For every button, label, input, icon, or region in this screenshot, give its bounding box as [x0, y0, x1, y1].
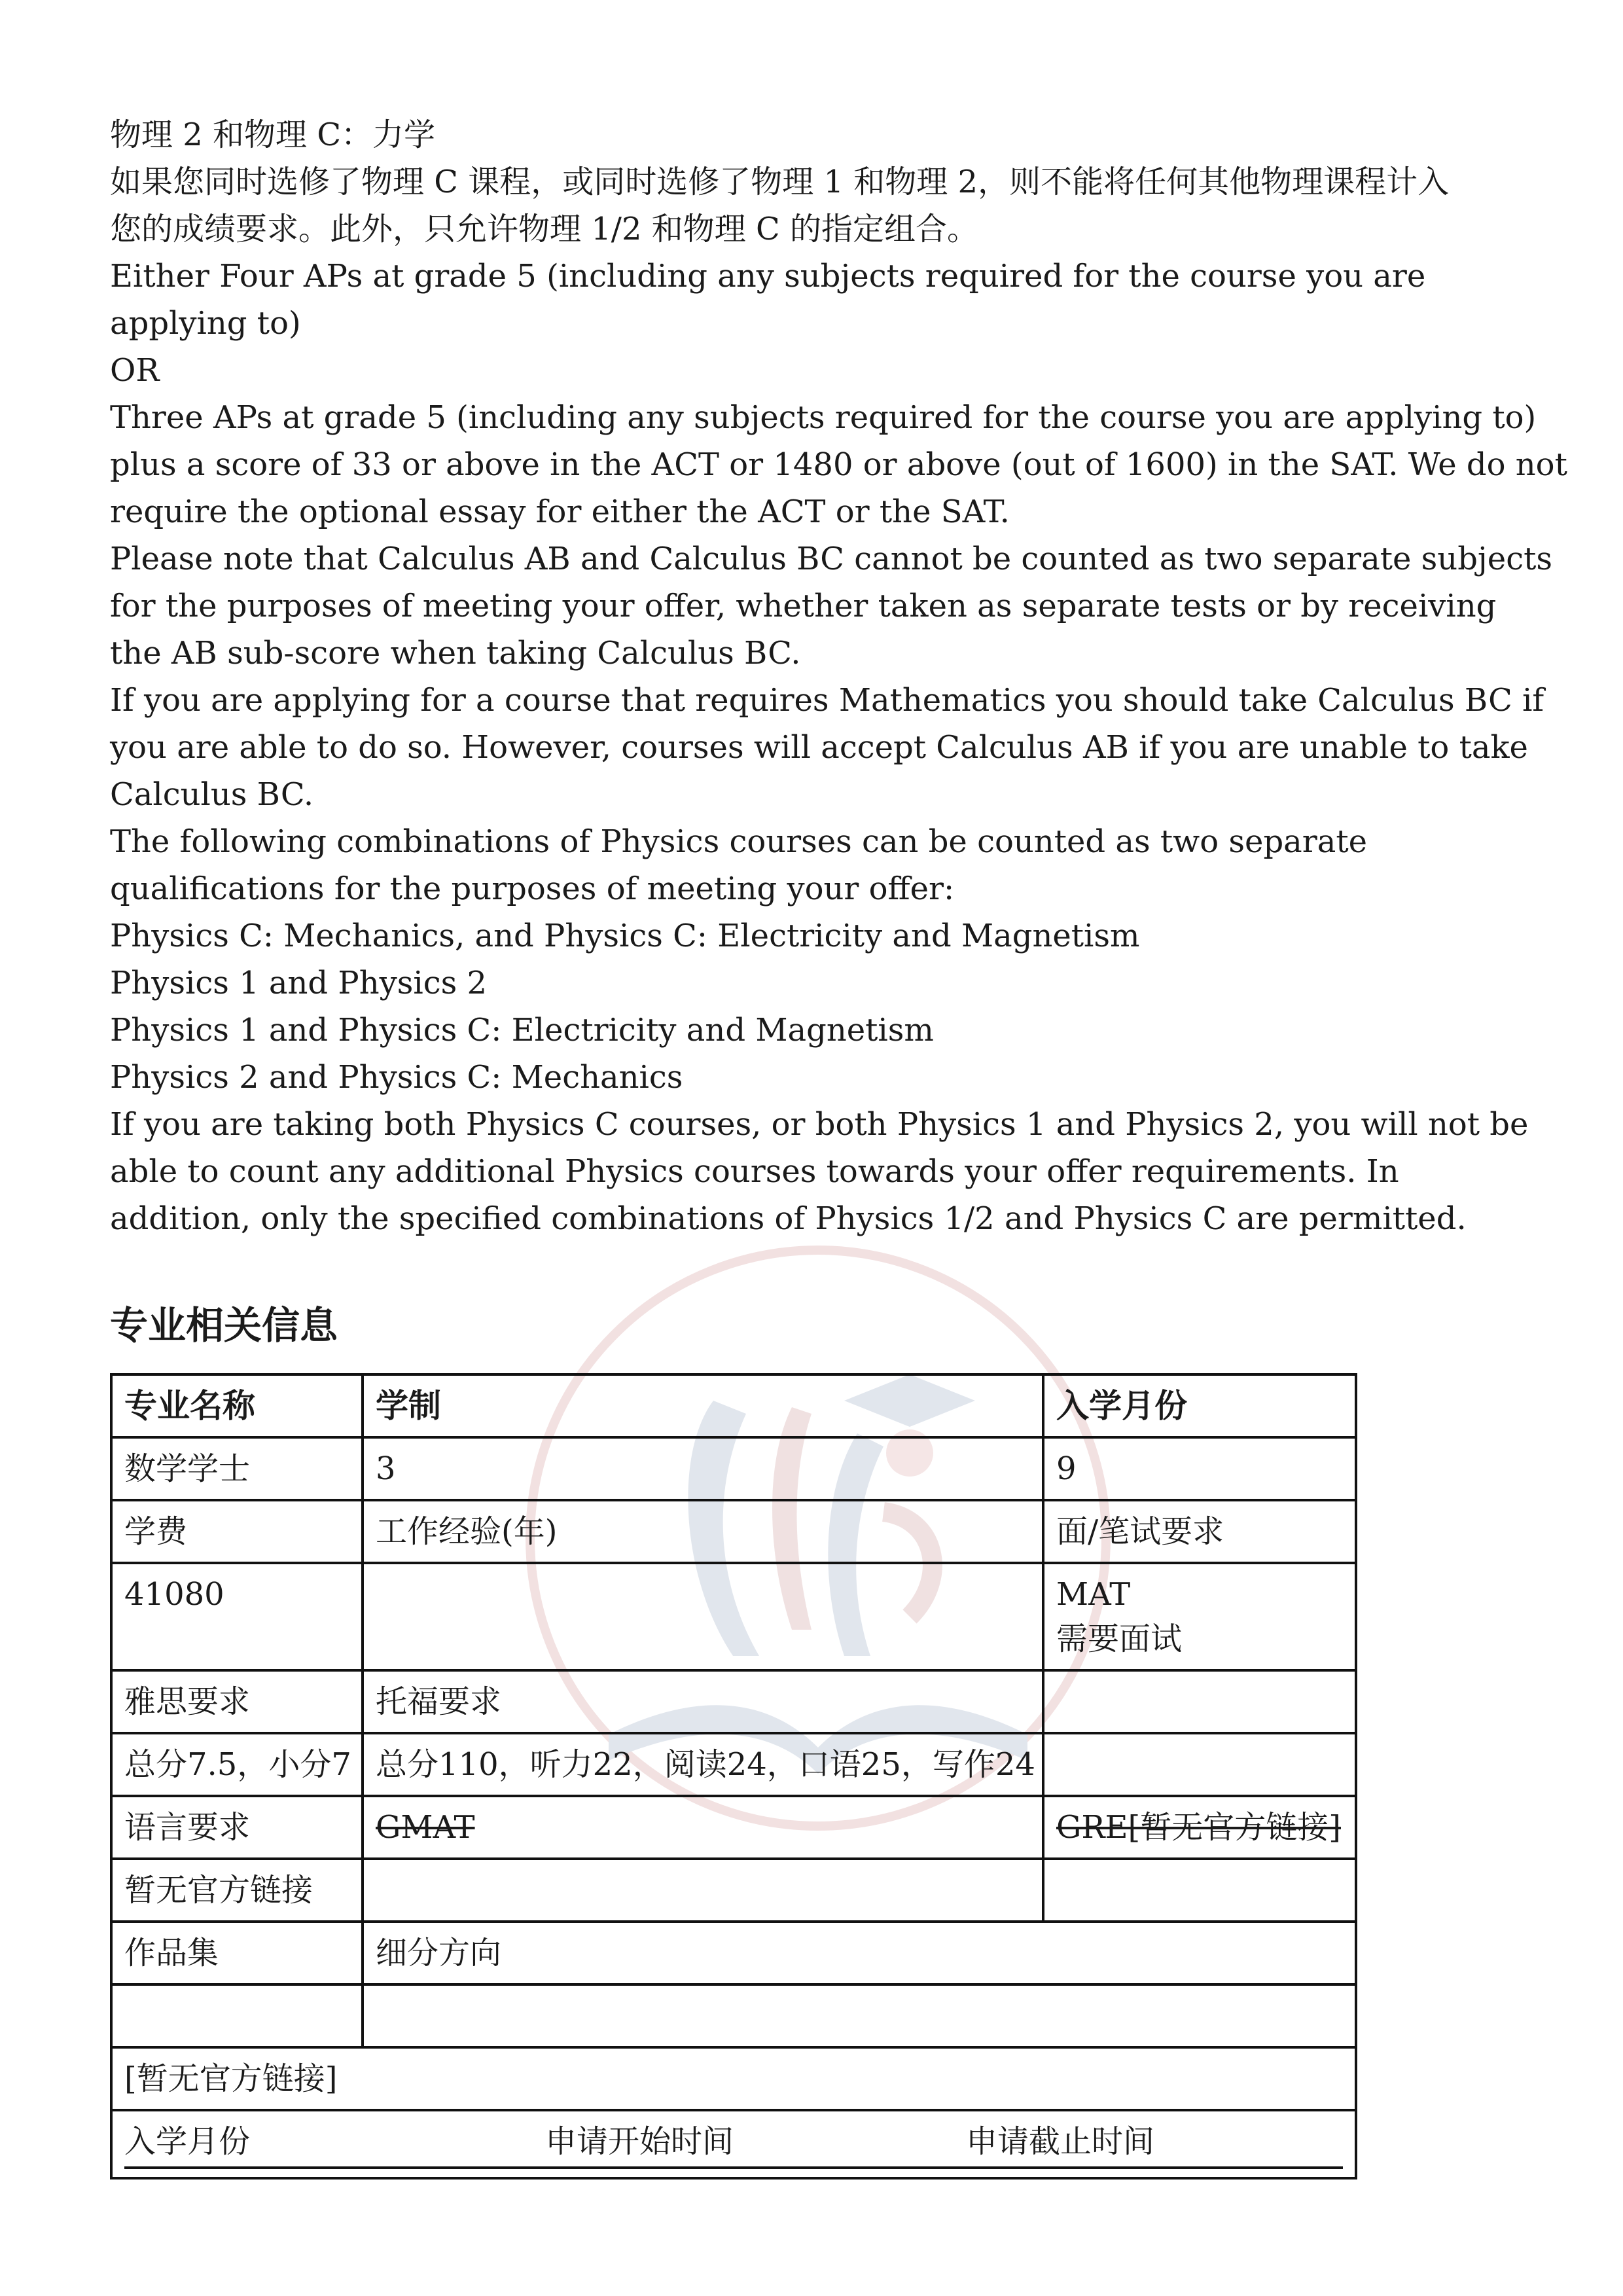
- program-duration: 3: [363, 1437, 1043, 1500]
- portfolio-value: [111, 1984, 363, 2047]
- official-link-note: [暂无官方链接]: [111, 2047, 1356, 2110]
- table-row: [111, 1984, 1356, 2047]
- text-line: able to count any additional Physics courses towards your offer requirements. In: [110, 1153, 1399, 1190]
- label-intake-month: 入学月份: [124, 2123, 251, 2160]
- text-line: Physics C: Mechanics, and Physics C: Electricity and Magnetism: [110, 918, 1140, 954]
- label-application-deadline: 申请截止时间: [966, 2123, 1155, 2160]
- table-row: [111, 1500, 1356, 1563]
- text-line: Either Four APs at grade 5 (including any subjects required for the course you are: [110, 258, 1426, 295]
- text-line: The following combinations of Physics courses can be counted as two separate: [110, 823, 1368, 860]
- interview-requirement-value: [1043, 1563, 1356, 1670]
- label-toefl: 托福要求: [363, 1670, 1043, 1733]
- header-intake-month: 入学月份: [1043, 1374, 1356, 1437]
- text-line: plus a score of 33 or above in the ACT or 1480 or above (out of 1600) in the SAT. We do not: [110, 446, 1567, 483]
- table-row: [111, 1437, 1356, 1500]
- section-heading: 专业相关信息: [110, 1303, 338, 1348]
- empty-cell: [1043, 1670, 1356, 1733]
- label-application-start: 申请开始时间: [545, 2123, 734, 2160]
- label-language-requirement: 语言要求: [111, 1796, 363, 1859]
- text-line: 物理 2 和物理 C：力学: [110, 117, 436, 153]
- text-line: OR: [110, 352, 160, 389]
- header-program-name: 专业名称: [111, 1374, 363, 1437]
- label-gre: GRE[暂无官方链接]: [1043, 1796, 1356, 1859]
- interview-note: 需要面试: [1056, 1621, 1183, 1657]
- label-tuition: 学费: [111, 1500, 363, 1563]
- gre-value: [1043, 1859, 1356, 1922]
- label-work-experience: 工作经验(年): [363, 1500, 1043, 1563]
- ielts-value: 总分7.5，小分7: [111, 1733, 363, 1796]
- text-line: 如果您同时选修了物理 C 课程，或同时选修了物理 1 和物理 2，则不能将任何其他物理课程计入: [110, 164, 1450, 200]
- text-line: Physics 2 and Physics C: Mechanics: [110, 1059, 683, 1096]
- text-line: If you are taking both Physics C courses, or both Physics 1 and Physics 2, you will not be: [110, 1106, 1529, 1143]
- header-duration: 学制: [363, 1374, 1043, 1437]
- interview-test: MAT: [1056, 1576, 1131, 1613]
- text-line: If you are applying for a course that requires Mathematics you should take Calculus BC if: [110, 682, 1544, 719]
- text-line: Physics 1 and Physics C: Electricity and Magnetism: [110, 1012, 934, 1049]
- text-line: addition, only the specified combinations of Physics 1/2 and Physics C are permitted.: [110, 1200, 1467, 1237]
- gmat-value: [363, 1859, 1043, 1922]
- language-requirement-value: 暂无官方链接: [111, 1859, 363, 1922]
- text-line: you are able to do so. However, courses will accept Calculus AB if you are unable to take: [110, 729, 1528, 766]
- requirements-text: [110, 111, 1567, 1242]
- label-gmat: GMAT: [363, 1796, 1043, 1859]
- table-row: [111, 1859, 1356, 1922]
- program-name: 数学学士: [111, 1437, 363, 1500]
- label-interview-requirement: 面/笔试要求: [1043, 1500, 1356, 1563]
- label-specialization: 细分方向: [363, 1922, 1356, 1984]
- table-row: [111, 2047, 1356, 2110]
- toefl-value: 总分110，听力22，阅读24，口语25，写作24: [363, 1733, 1043, 1796]
- application-dates: [124, 2119, 1343, 2164]
- table-row: [111, 2110, 1356, 2178]
- label-portfolio: 作品集: [111, 1922, 363, 1984]
- text-line: Three APs at grade 5 (including any subjects required for the course you are applying to): [110, 399, 1537, 436]
- work-experience-value: [363, 1563, 1043, 1670]
- program-intake-month: 9: [1043, 1437, 1356, 1500]
- text-line: for the purposes of meeting your offer, whether taken as separate tests or by receiving: [110, 588, 1497, 624]
- text-line: require the optional essay for either the ACT or the SAT.: [110, 493, 1010, 530]
- divider: [124, 2166, 1343, 2169]
- empty-cell: [1043, 1733, 1356, 1796]
- table-header-row: [111, 1374, 1356, 1437]
- text-line: 您的成绩要求。此外，只允许物理 1/2 和物理 C 的指定组合。: [110, 211, 979, 247]
- table-row: [111, 1796, 1356, 1859]
- text-line: the AB sub-score when taking Calculus BC.: [110, 635, 801, 672]
- text-line: Physics 1 and Physics 2: [110, 965, 488, 1001]
- specialization-value: [363, 1984, 1356, 2047]
- program-info-table: [110, 1373, 1357, 2179]
- table-row: [111, 1563, 1356, 1670]
- text-line: Please note that Calculus AB and Calculus BC cannot be counted as two separate subjects: [110, 541, 1553, 577]
- table-row: [111, 1733, 1356, 1796]
- text-line: applying to): [110, 305, 301, 342]
- table-row: [111, 1922, 1356, 1984]
- label-ielts: 雅思要求: [111, 1670, 363, 1733]
- tuition-value: 41080: [111, 1563, 363, 1670]
- table-row: [111, 1670, 1356, 1733]
- application-dates-row: [111, 2110, 1356, 2178]
- text-line: Calculus BC.: [110, 776, 314, 813]
- text-line: qualifications for the purposes of meeting your offer:: [110, 870, 955, 907]
